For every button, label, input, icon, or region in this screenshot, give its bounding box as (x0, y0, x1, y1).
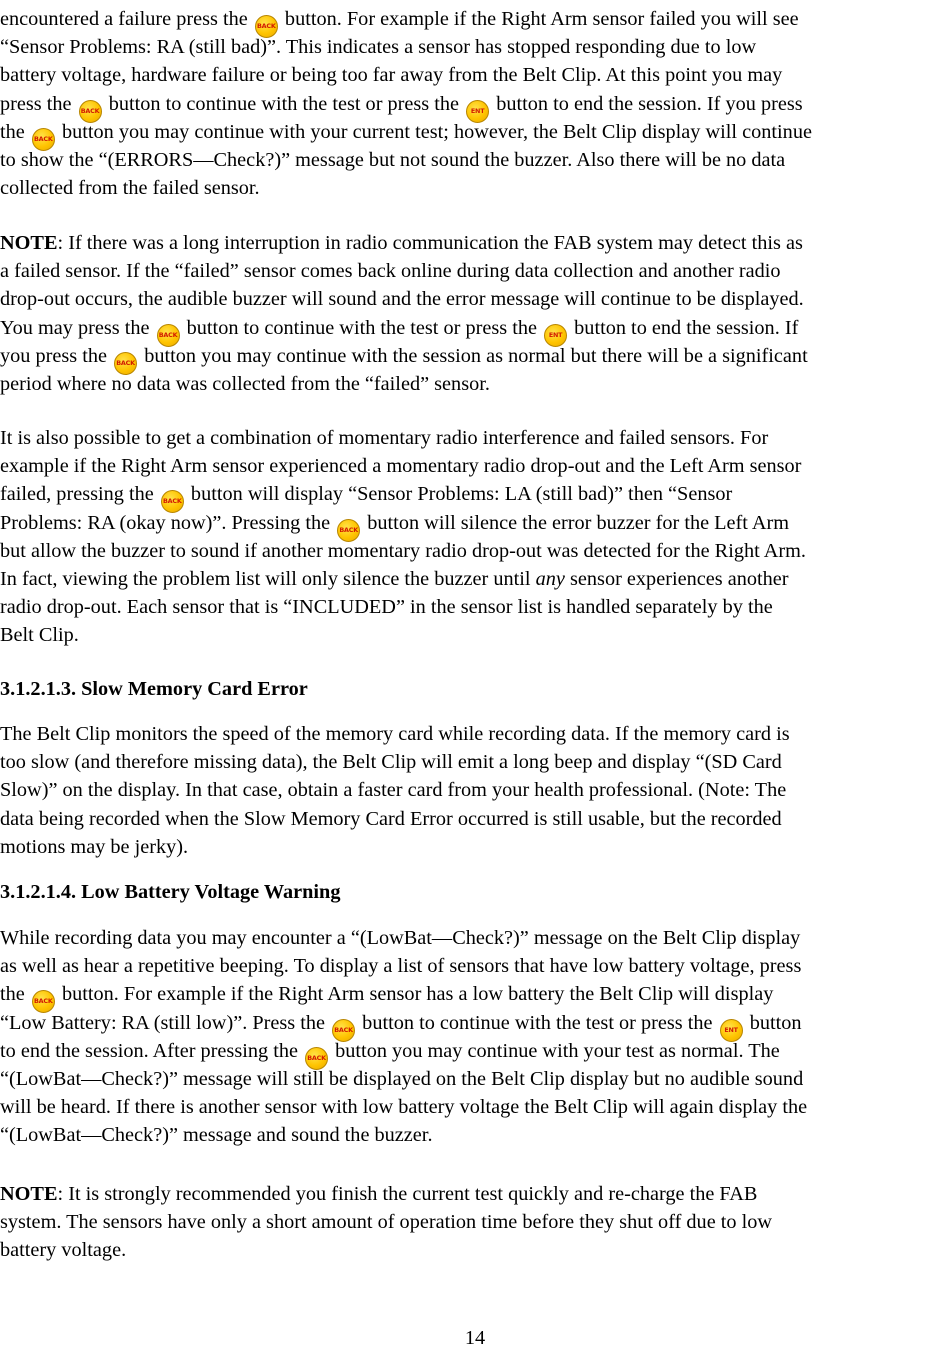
text: button. For example if the Right Arm sensor has a low battery the Belt Clip will display (61, 983, 774, 1006)
back-button-icon: BACK (337, 519, 360, 542)
paragraph-note-battery (0, 1180, 950, 1265)
text: press the (0, 92, 72, 115)
text-line: too slow (and therefore missing data), the Belt Clip will emit a long beep and display “(SD Card (0, 751, 782, 774)
text: the (0, 120, 25, 143)
text-line: motions may be jerky). (0, 835, 189, 858)
text: You may press the (0, 316, 150, 339)
text: button you may continue with your current test; however, the Belt Clip display will continue (61, 120, 812, 143)
text: : It is strongly recommended you finish the current test quickly and re-charge the FAB (57, 1183, 758, 1205)
ent-button-icon: ENT (466, 100, 489, 123)
paragraph-note-radio (0, 229, 950, 398)
text-line: battery voltage, hardware failure or being too far away from the Belt Clip. At this point you may (0, 64, 783, 87)
text-line: period where no data was collected from the “failed” sensor. (0, 372, 490, 395)
text: button (749, 1011, 802, 1034)
text-line: system. The sensors have only a short amount of operation time before they shut off due to low (0, 1211, 773, 1234)
text-line: as well as hear a repetitive beeping. To display a list of sensors that have low battery voltage, press (0, 955, 802, 978)
text: to end the session. After pressing the (0, 1039, 298, 1062)
section-heading-low-battery: 3.1.2.1.4. Low Battery Voltage Warning (0, 881, 341, 903)
text-line: Belt Clip. (0, 624, 79, 647)
text: button to continue with the test or press the (362, 1011, 713, 1034)
text: button you may continue with the session as normal but there will be a significant (144, 344, 808, 367)
paragraph-low-battery (0, 924, 950, 1150)
text-line: Slow)” on the display. In that case, obtain a faster card from your health professional. (Note: The (0, 779, 787, 802)
back-button-icon: BACK (79, 100, 102, 123)
back-button-icon: BACK (161, 490, 184, 513)
back-button-icon: BACK (332, 1019, 355, 1042)
text-line: drop-out occurs, the audible buzzer will sound and the error message will continue to be displayed. (0, 288, 804, 311)
text: button will display “Sensor Problems: LA (still bad)” then “Sensor (190, 483, 733, 506)
text-line: data being recorded when the Slow Memory Card Error occurred is still usable, but the recorded (0, 807, 782, 830)
text-line: The Belt Clip monitors the speed of the memory card while recording data. If the memory card is (0, 723, 790, 745)
text: button to continue with the test or press the (186, 316, 537, 339)
text-line: example if the Right Arm sensor experienced a momentary radio drop-out and the Left Arm sensor (0, 455, 802, 478)
text-line: a failed sensor. If the “failed” sensor comes back online during data collection and another radio (0, 260, 781, 283)
text: “Low Battery: RA (still low)”. Press the (0, 1011, 326, 1034)
paragraph-sensor-failure (0, 5, 950, 202)
page-number: 14 (464, 1327, 486, 1349)
text-line: will be heard. If there is another sensor with low battery voltage the Belt Clip will again display the (0, 1096, 808, 1119)
emphasis: any (535, 567, 565, 590)
text-line: collected from the failed sensor. (0, 177, 260, 200)
text: encountered a failure press the (0, 8, 248, 30)
paragraph-combination (0, 424, 950, 650)
back-button-icon: BACK (255, 15, 278, 38)
text: button to continue with the test or press the (108, 92, 460, 115)
text: button to end the session. If (574, 316, 799, 339)
text: button will silence the error buzzer for the Left Arm (367, 511, 790, 534)
text-line: “(LowBat—Check?)” message will still be displayed on the Belt Clip display but no audible sound (0, 1067, 804, 1090)
back-button-icon: BACK (157, 324, 180, 347)
text: you press the (0, 344, 108, 367)
section-heading-slow-memory: 3.1.2.1.3. Slow Memory Card Error (0, 678, 308, 700)
text: the (0, 983, 25, 1006)
text: button. For example if the Right Arm sensor failed you will see (284, 8, 799, 30)
text: : If there was a long interruption in radio communication the FAB system may detect this as (57, 232, 803, 254)
back-button-icon: BACK (32, 128, 55, 151)
ent-button-icon: ENT (544, 324, 567, 347)
text-line: “Sensor Problems: RA (still bad)”. This indicates a sensor has stopped responding due to low (0, 36, 757, 59)
text: failed, pressing the (0, 483, 154, 506)
text-line: “(LowBat—Check?)” message and sound the buzzer. (0, 1124, 433, 1147)
back-button-icon: BACK (305, 1047, 328, 1070)
text-line: It is also possible to get a combination of momentary radio interference and failed sensors. For (0, 427, 769, 449)
text-line: battery voltage. (0, 1239, 127, 1262)
text: Problems: RA (okay now)”. Pressing the (0, 511, 331, 534)
paragraph-slow-memory (0, 720, 950, 861)
note-label: NOTE (0, 232, 58, 254)
text-line: but allow the buzzer to sound if another momentary radio drop-out was detected for the Right Arm. (0, 539, 806, 562)
note-label: NOTE (0, 1183, 58, 1205)
text: button you may continue with your test as normal. The (335, 1039, 780, 1062)
text-line: While recording data you may encounter a “(LowBat—Check?)” message on the Belt Clip display (0, 927, 801, 949)
text: In fact, viewing the problem list will only silence the buzzer until (0, 567, 531, 590)
text: button to end the session. If you press (496, 92, 803, 115)
text-line: radio drop-out. Each sensor that is “INCLUDED” in the sensor list is handled separately by the (0, 596, 773, 619)
text: sensor experiences another (570, 567, 789, 590)
ent-button-icon: ENT (720, 1019, 743, 1042)
back-button-icon: BACK (114, 352, 137, 375)
back-button-icon: BACK (32, 990, 55, 1013)
text-line: to show the “(ERRORS—Check?)” message but not sound the buzzer. Also there will be no data (0, 148, 786, 171)
